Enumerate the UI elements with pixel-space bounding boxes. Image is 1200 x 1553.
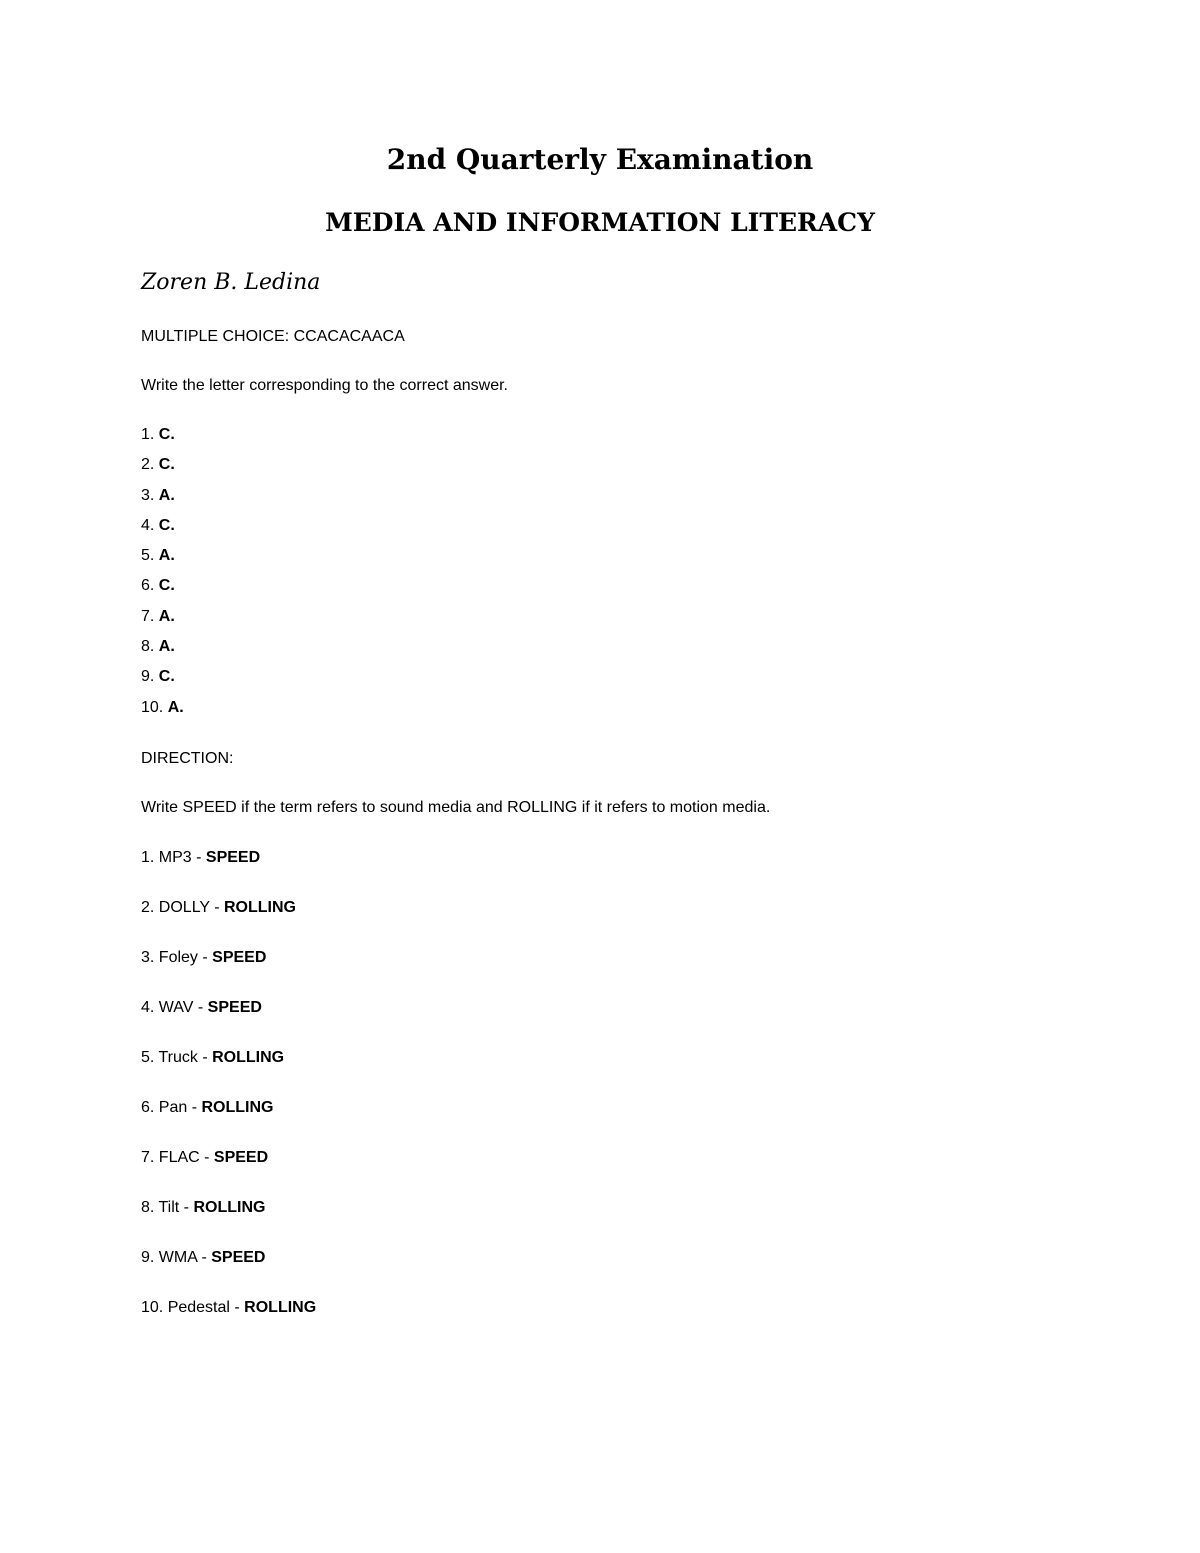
term-label: 10. Pedestal -	[141, 1299, 245, 1316]
term-item	[141, 897, 316, 947]
answer-letter: C.	[158, 577, 175, 595]
term-item	[141, 1097, 316, 1147]
term-label: 9. WMA -	[141, 1249, 212, 1266]
term-label: 6. Pan -	[141, 1099, 202, 1116]
term-label: 7. FLAC -	[141, 1149, 214, 1166]
term-label: 5. Truck -	[141, 1049, 213, 1066]
document-title: 2nd Quarterly Examination	[386, 143, 814, 176]
term-answer: ROLLING	[201, 1099, 274, 1116]
answer-item	[141, 424, 184, 454]
term-answer: SPEED	[211, 1249, 266, 1266]
answer-number: 6.	[141, 577, 155, 595]
term-label: 3. Foley -	[141, 949, 213, 966]
answer-list	[141, 424, 184, 727]
answer-item	[141, 545, 184, 575]
answer-item	[141, 636, 184, 666]
answer-letter: C.	[158, 516, 175, 534]
term-item	[141, 947, 316, 997]
term-answer: ROLLING	[224, 899, 296, 916]
document-subject: MEDIA AND INFORMATION LITERACY	[325, 208, 875, 237]
term-label: 2. DOLLY -	[141, 899, 224, 916]
answer-letter: A.	[158, 638, 175, 656]
answer-number: 9.	[141, 668, 155, 686]
author-name: Zoren B. Ledina	[141, 270, 321, 295]
term-item	[141, 1047, 316, 1097]
term-label: 1. MP3 -	[141, 849, 206, 866]
answer-number: 1.	[141, 426, 155, 443]
answer-letter: A.	[158, 547, 175, 565]
answer-item	[141, 485, 184, 515]
term-answer: ROLLING	[193, 1199, 266, 1216]
answer-letter: A.	[158, 607, 175, 625]
answer-number: 3.	[141, 486, 155, 504]
answer-item	[141, 515, 184, 545]
multiple-choice-instruction: Write the letter corresponding to the correct answer.	[141, 377, 508, 394]
answer-letter: C.	[158, 426, 175, 443]
term-item	[141, 1247, 316, 1297]
answer-letter: A.	[158, 486, 175, 504]
answer-item	[141, 697, 184, 727]
term-answer: SPEED	[207, 999, 262, 1016]
answer-letter: A.	[167, 698, 184, 716]
answer-number: 10.	[141, 698, 164, 716]
answer-item	[141, 666, 184, 696]
answer-number: 5.	[141, 547, 155, 565]
term-answer: ROLLING	[212, 1049, 285, 1066]
answer-number: 4.	[141, 516, 155, 534]
term-list	[141, 847, 316, 1347]
answer-item	[141, 575, 184, 605]
multiple-choice-heading: MULTIPLE CHOICE: CCACACAACA	[141, 328, 405, 345]
answer-item	[141, 454, 184, 484]
answer-number: 8.	[141, 638, 155, 656]
term-item	[141, 1297, 316, 1347]
answer-letter: C.	[158, 668, 175, 686]
term-item	[141, 997, 316, 1047]
term-item	[141, 847, 316, 897]
term-answer: SPEED	[205, 849, 261, 866]
term-label: 4. WAV -	[141, 999, 208, 1016]
term-item	[141, 1147, 316, 1197]
answer-number: 2.	[141, 456, 155, 474]
answer-item	[141, 606, 184, 636]
term-item	[141, 1197, 316, 1247]
term-label: 8. Tilt -	[141, 1199, 194, 1216]
answer-number: 7.	[141, 607, 155, 625]
term-answer: SPEED	[212, 949, 267, 966]
answer-letter: C.	[158, 456, 175, 474]
direction-heading: DIRECTION:	[141, 750, 234, 767]
direction-instruction: Write SPEED if the term refers to sound media and ROLLING if it refers to motion media.	[141, 799, 771, 816]
term-answer: SPEED	[213, 1149, 269, 1166]
term-answer: ROLLING	[244, 1299, 317, 1316]
